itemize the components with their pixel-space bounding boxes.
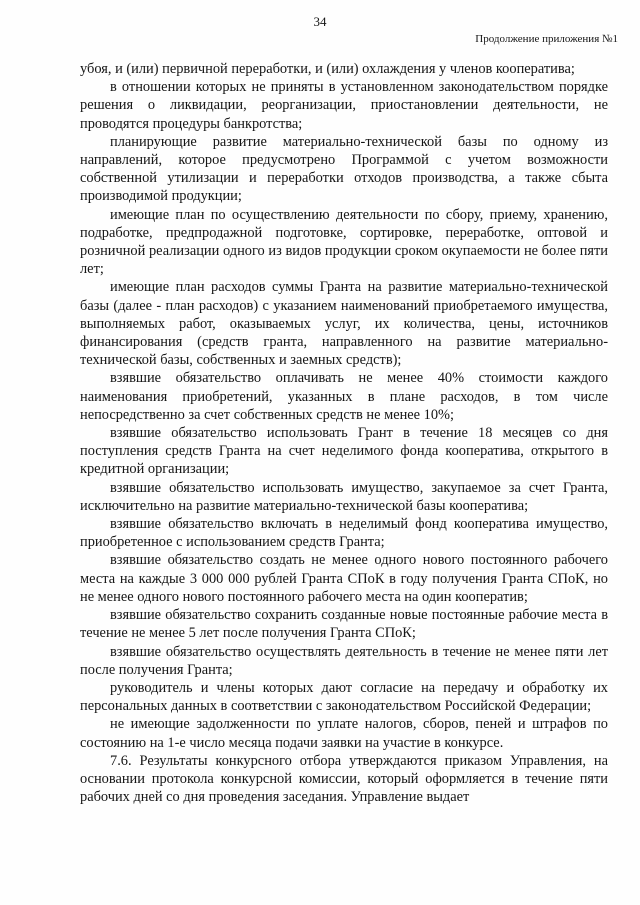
paragraph: взявшие обязательство сохранить созданные новые постоянные рабочие места в течение не менее 5 лет после получения Гранта СПоК; — [80, 607, 608, 642]
paragraph: в отношении которых не приняты в установленном законодательством порядке решения о ликвидации, реорганизации, приостановлении деятельности, не проводятся процедуры банкротства; — [80, 79, 608, 132]
page-number: 34 — [313, 14, 327, 29]
paragraph: взявшие обязательство осуществлять деятельность в течение не менее пяти лет после получения Гранта; — [80, 643, 608, 678]
paragraph: руководитель и члены которых дают согласие на передачу и обработку их персональных данных в соответствии с законодательством Российской Федерации; — [80, 679, 608, 715]
paragraph: взявшие обязательство создать не менее одного нового постоянного рабочего места на каждые 3 000 000 рублей Гранта СПоК в году получения Гранта СПоК, но не менее одного нового постоянного рабочего места на один кооператив; — [80, 552, 608, 605]
paragraph: имеющие план расходов суммы Гранта на развитие материально-технической базы (далее - план расходов) с указанием наименований приобретаемого имущества, выполняемых работ, оказываемых услуг, их количества, цены, источников финансирования (средств гранта, направленного на развитие материально-технической базы, собственных и заемных средств); — [80, 279, 608, 369]
paragraph: взявшие обязательство включать в неделимый фонд кооператива имущество, приобретенное с использованием средств Гранта; — [80, 516, 608, 551]
paragraph: взявшие обязательство использовать Грант в течение 18 месяцев со дня поступления средств Гранта на счет неделимого фонда кооператива, открытого в кредитной организации; — [80, 425, 608, 478]
paragraph: взявшие обязательство оплачивать не менее 40% стоимости каждого наименования приобретений, указанных в плане расходов, в том числе непосредственно за счет собственных средств не менее 10%; — [80, 370, 608, 423]
paragraph: планирующие развитие материально-технической базы по одному из направлений, которое предусмотрено Программой с учетом возможности собственной утилизации и переработки отходов производства, а также сбыта производимой продукции; — [80, 133, 608, 205]
document-body — [80, 60, 608, 806]
paragraph: 7.6. Результаты конкурсного отбора утверждаются приказом Управления, на основании протокола конкурсной комиссии, который оформляется в течение пяти рабочих дней со дня проведения заседания. Управление выдает — [80, 752, 608, 806]
paragraph: не имеющие задолженности по уплате налогов, сборов, пеней и штрафов по состоянию на 1-е число месяца подачи заявки на участие в конкурсе. — [80, 716, 608, 751]
paragraph: имеющие план по осуществлению деятельности по сбору, приему, хранению, подработке, предпродажной подготовке, сортировке, переработке, оптовой и розничной реализации одного из видов продукции сроком окупаемости не более пяти лет; — [80, 206, 608, 278]
appendix-continuation-note: Продолжение приложения №1 — [475, 33, 618, 45]
paragraph: взявшие обязательство использовать имущество, закупаемое за счет Гранта, исключительно на развитие материально-технической базы кооператива; — [80, 479, 608, 514]
paragraph: убоя, и (или) первичной переработки, и (или) охлаждения у членов кооператива; — [80, 61, 575, 77]
